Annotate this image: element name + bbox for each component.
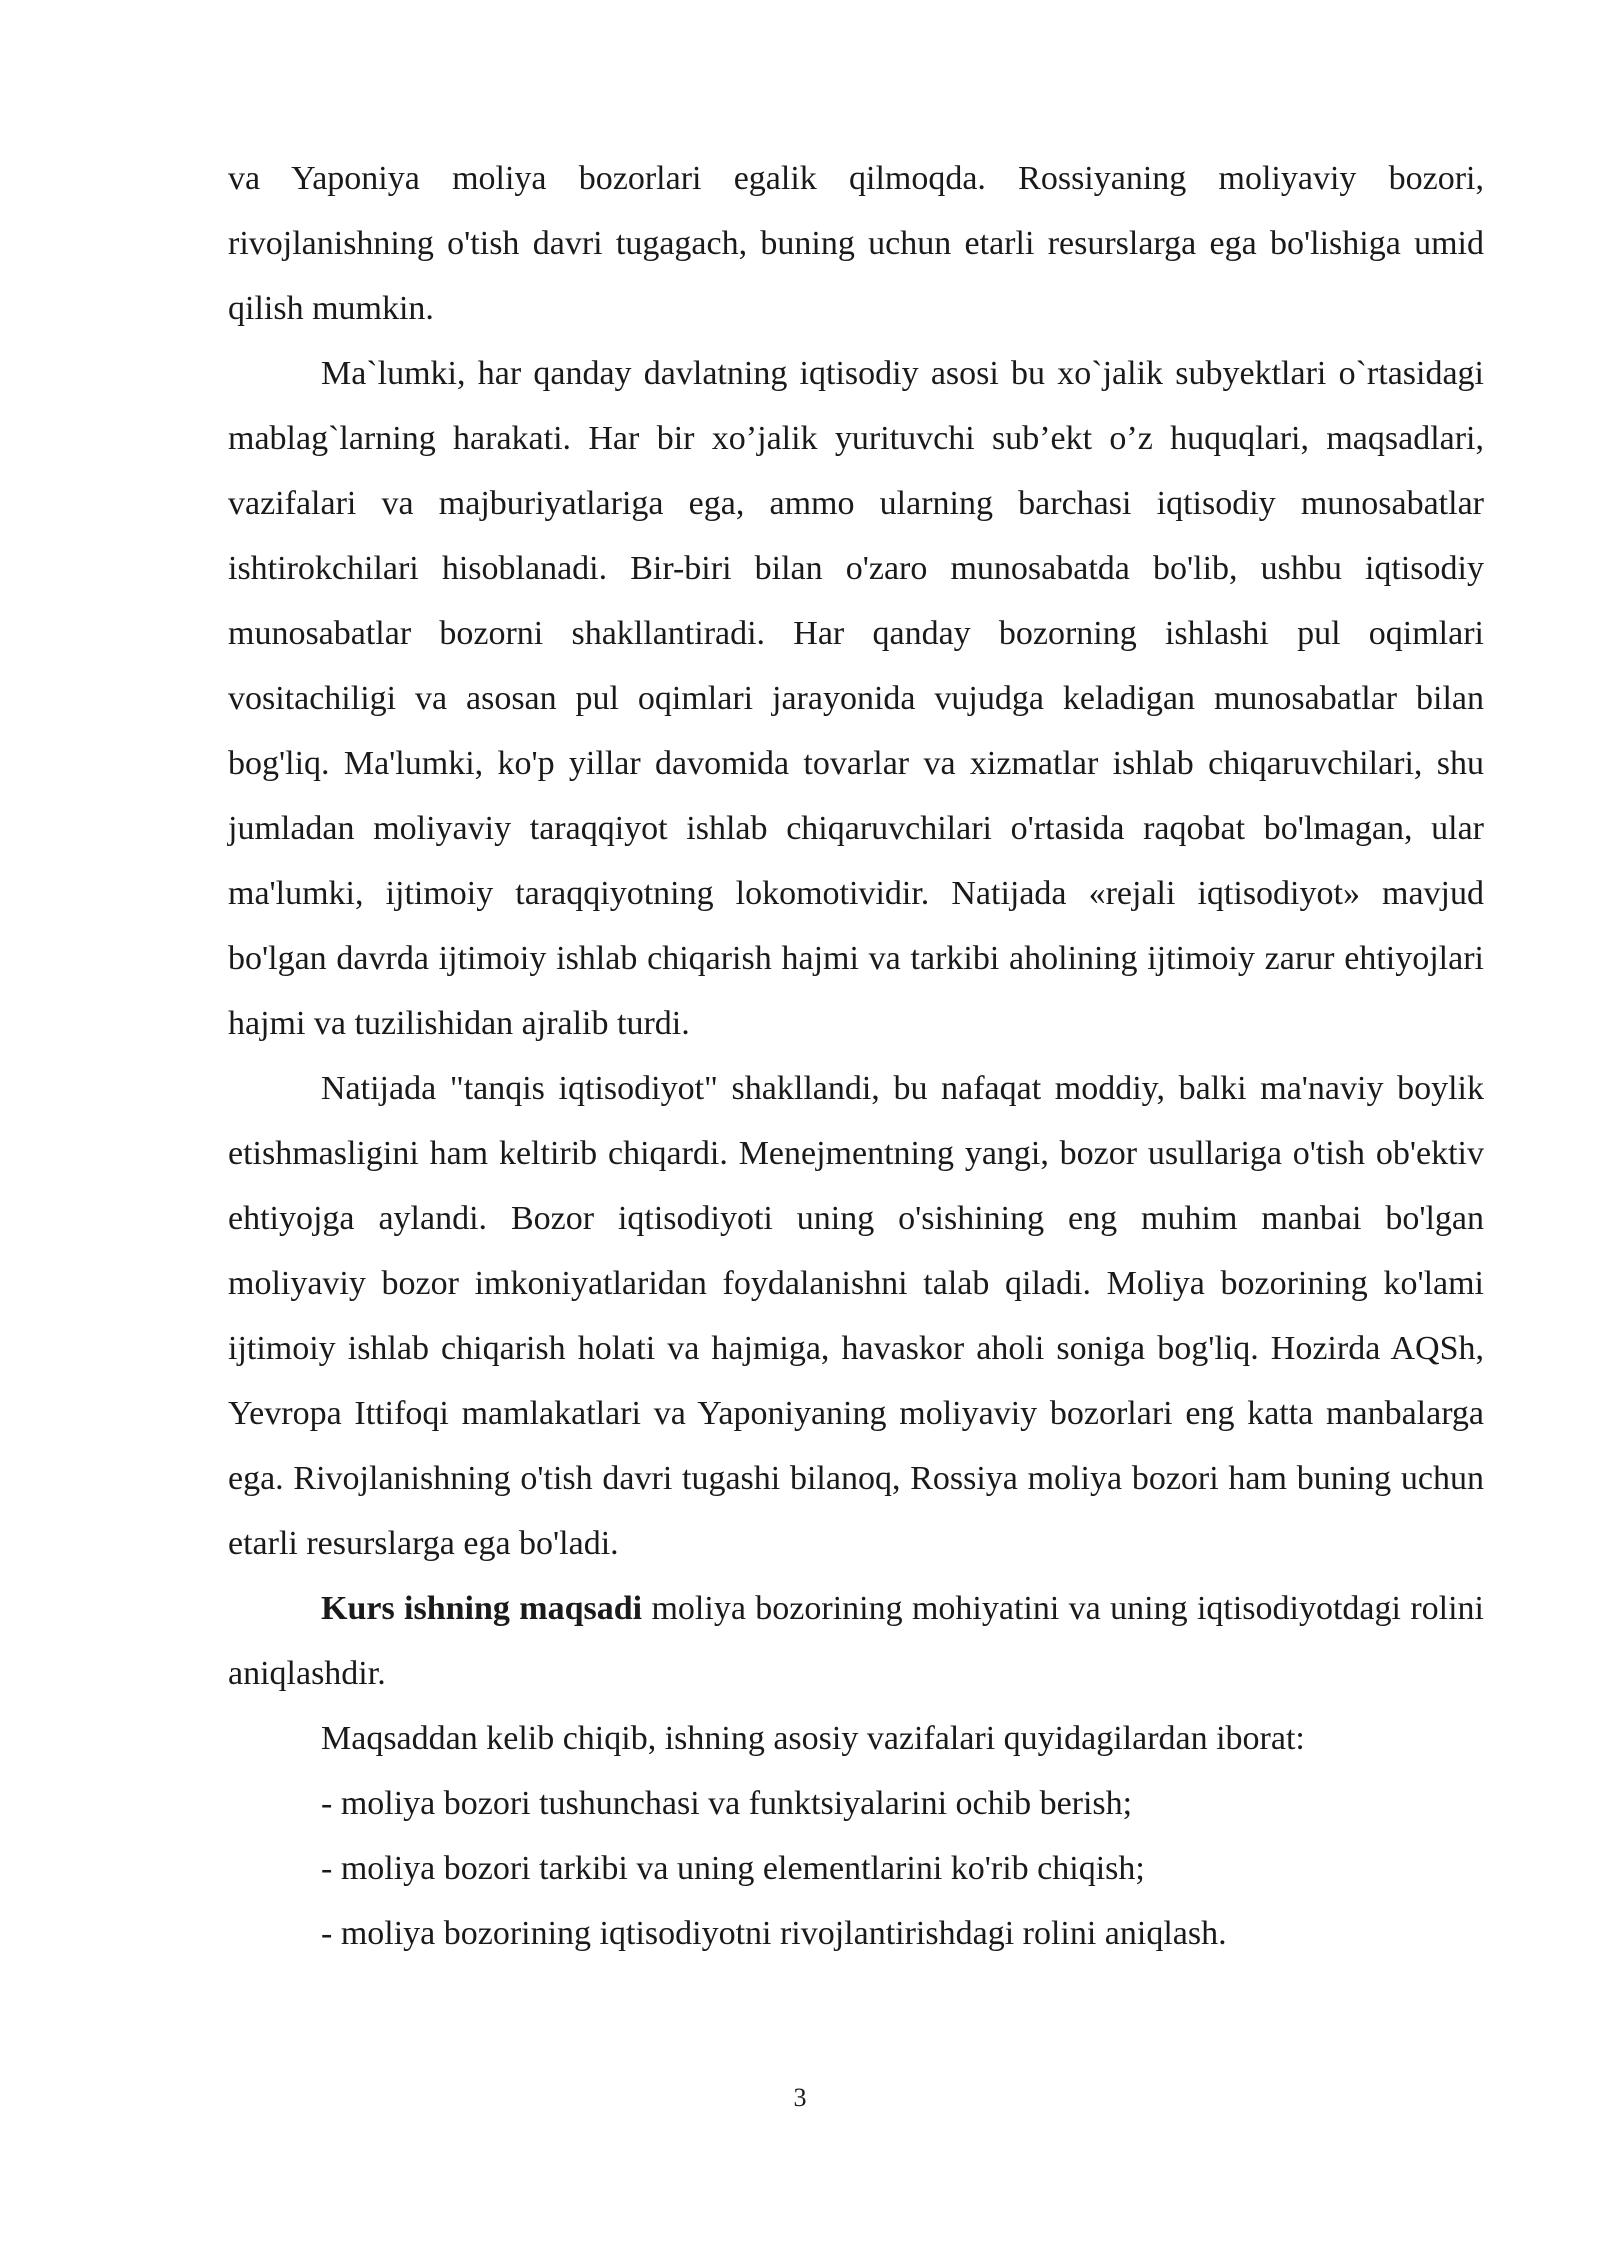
page-number: 3 <box>793 2083 807 2112</box>
paragraph-economic-basis: Ma`lumki, har qanday davlatning iqtisodiy asosi bu xo`jalik subyektlari o`rtasidagi mablag`larning harakati. Har bir xo’jalik yurituvchi sub’ekt o’z huquqlari, maqsadlari, vazifalari va majburiyatlariga ega, ammo ularning barchasi iqtisodiy munosabatlar ishtirokchilari hisoblanadi. Bir-biri bilan o'zaro munosabatda bo'lib, ushbu iqtisodiy munosabatlar bozorni shakllantiradi. Har qanday bozorning ishlashi pul oqimlari vositachiligi va asosan pul oqimlari jarayonida vujudga keladigan munosabatlar bilan bog'liq. Ma'lumki, ko'p yillar davomida tovarlar va xizmatlar ishlab chiqaruvchilari, shu jumladan moliyaviy taraqqiyot ishlab chiqaruvchilari o'rtasida raqobat bo'lmagan, ular ma'lumki, ijtimoiy taraqqiyotning lokomotividir. Natijada «rejali iqtisodiyot» mavjud bo'lgan davrda ijtimoiy ishlab chiqarish hajmi va tarkibi aholining ijtimoiy zarur ehtiyojlari hajmi va tuzilishidan ajralib turdi. <box>228 355 1484 1042</box>
task-item: - moliya bozori tushunchasi va funktsiyalarini ochib berish; <box>321 1785 1133 1822</box>
task-item: - moliya bozori tarkibi va uning elementlarini ko'rib chiqish; <box>321 1850 1145 1887</box>
tasks-intro: Maqsaddan kelib chiqib, ishning asosiy vazifalari quyidagilardan iborat: <box>321 1720 1305 1757</box>
paragraph-continuation: va Yaponiya moliya bozorlari egalik qilmoqda. Rossiyaning moliyaviy bozori, rivojlanishning o'tish davri tugagach, buning uchun etarli resurslarga ega bo'lishiga umid qilish mumkin. <box>228 160 1484 327</box>
paragraph-deficit-economy: Natijada "tanqis iqtisodiyot" shakllandi, bu nafaqat moddiy, balki ma'naviy boylik etishmasligini ham keltirib chiqardi. Menejmentning yangi, bozor usullariga o'tish ob'ektiv ehtiyojga aylandi. Bozor iqtisodiyoti uning o'sishining eng muhim manbai bo'lgan moliyaviy bozor imkoniyatlaridan foydalanishni talab qiladi. Moliya bozorining ko'lami ijtimoiy ishlab chiqarish holati va hajmiga, havaskor aholi soniga bog'liq. Hozirda AQSh, Yevropa Ittifoqi mamlakatlari va Yaponiyaning moliyaviy bozorlari eng katta manbalarga ega. Rivojlanishning o'tish davri tugashi bilanoq, Rossiya moliya bozori ham buning uchun etarli resurslarga ega bo'ladi. <box>228 1070 1484 1562</box>
paragraph-course-goal <box>228 1576 1484 1706</box>
document-body <box>228 146 1484 1966</box>
course-goal-text: moliya bozorining mohiyatini va uning iqtisodiyotdagi rolini aniqlashdir. <box>228 1590 1484 1692</box>
task-item: - moliya bozorining iqtisodiyotni rivojlantirishdagi rolini aniqlash. <box>321 1915 1227 1952</box>
course-goal-label: Kurs ishning maqsadi <box>321 1590 643 1627</box>
